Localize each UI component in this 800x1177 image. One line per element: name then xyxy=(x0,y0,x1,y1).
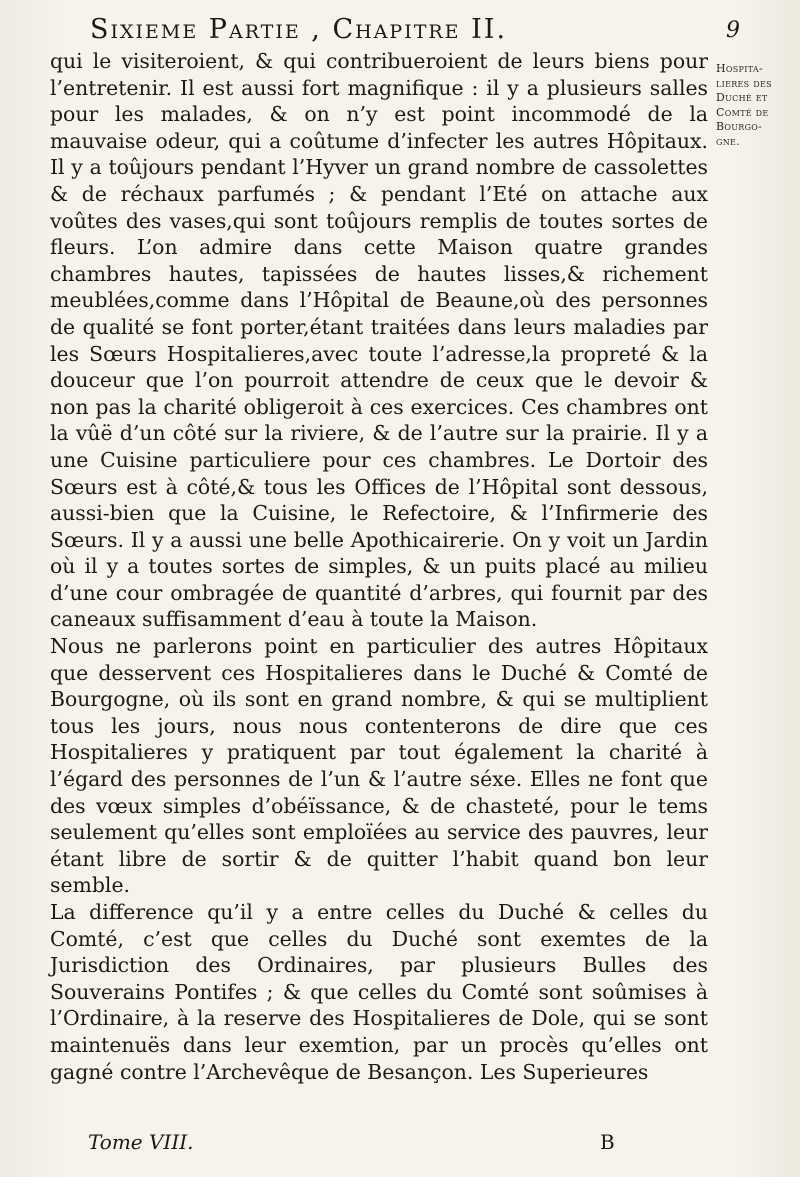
signature-mark: B xyxy=(600,1130,615,1154)
margin-note-line: Bourgo- xyxy=(716,120,763,133)
margin-note-line: gne. xyxy=(716,134,740,148)
margin-note-line: Hospita- xyxy=(716,62,763,75)
paragraph-duchy-county-difference: La difference qu’il y a entre celles du Duché & celles du Comté, c’est que celles du Duché sont exemtes de la Jurisdiction des Ordinaires, par plusieurs Bulles des Souverains Pontifes ; & que celles du Comté sont soûmises à l’Ordinaire, à la reserve des Hospitalieres de Dole, qui se sont maintenuës dans leur exemtion, par un procès qu’elles ont gagné contre l’Archevêque de Besançon. Les Superieures xyxy=(50,900,708,1084)
page-header xyxy=(50,14,740,50)
margin-note xyxy=(716,62,794,149)
running-head: Sixieme Partie , Chapitre II. xyxy=(90,14,508,45)
paragraph-other-hospitals: Nous ne parlerons point en particulier des autres Hôpitaux que desservent ces Hospitalieres dans le Duché & Comté de Bourgogne, où ils sont en grand nombre, & qui se multiplient tous les jours, nous nous contenterons de dire que ces Hospitalieres y pratiquent par tout également la charité à l’égard des personnes de l’un & l’autre séxe. Elles ne font que des vœux simples d’obéïssance, & de chasteté, pour le tems seulement qu’elles sont emploïées au service des pauvres, leur étant libre de sortir & de quitter l’habit quand bon leur semble. xyxy=(50,634,708,898)
margin-note-line: lieres des xyxy=(716,76,772,90)
margin-note-line: Duché et xyxy=(716,91,768,104)
page-footer xyxy=(88,1130,708,1160)
paragraph-hospital-description: qui le visiteroient, & qui contribueroient de leurs biens pour l’entretenir. Il est aussi fort magnifique : il y a plusieurs salles pour les malades, & on n’y est point incommodé de la mauvaise odeur, qui a coûtume d’infecter les autres Hôpitaux. Il y a toûjours pendant l’Hyver un grand nombre de cassolettes & de réchaux parfumés ; & pendant l’Eté on attache aux voûtes des vases,qui sont toûjours remplis de toutes sortes de fleurs. L’on admire dans cette Maison quatre grandes chambres hautes, tapissées de hautes lisses,& richement meublées,comme dans l’Hôpital de Beaune,où des personnes de qualité se font porter,étant traitées dans leurs maladies par les Sœurs Hospitalieres,avec toute l’adresse,la propreté & la douceur que l’on pourroit attendre de ceux que le devoir & non pas la charité obligeroit à ces exercices. Ces chambres ont la vûë d’un côté sur la riviere, & de l’autre sur la prairie. Il y a une Cuisine particuliere pour ces chambres. Le Dortoir des Sœurs est à côté,& tous les Offices de l’Hôpital sont dessous, aussi-bien que la Cuisine, le Refectoire, & l’Infirmerie des Sœurs. Il y a aussi une belle Apothicairerie. On y voit un Jardin où il y a toutes sortes de simples, & un puits placé au milieu d’une cour ombragée de quantité d’arbres, qui fournit par des caneaux suffisamment d’eau à toute la Maison. xyxy=(50,49,708,632)
body-text xyxy=(50,48,708,1085)
page-number: 9 xyxy=(726,18,740,43)
volume-label: Tome VIII. xyxy=(88,1130,194,1154)
margin-note-line: Comté de xyxy=(716,105,769,119)
